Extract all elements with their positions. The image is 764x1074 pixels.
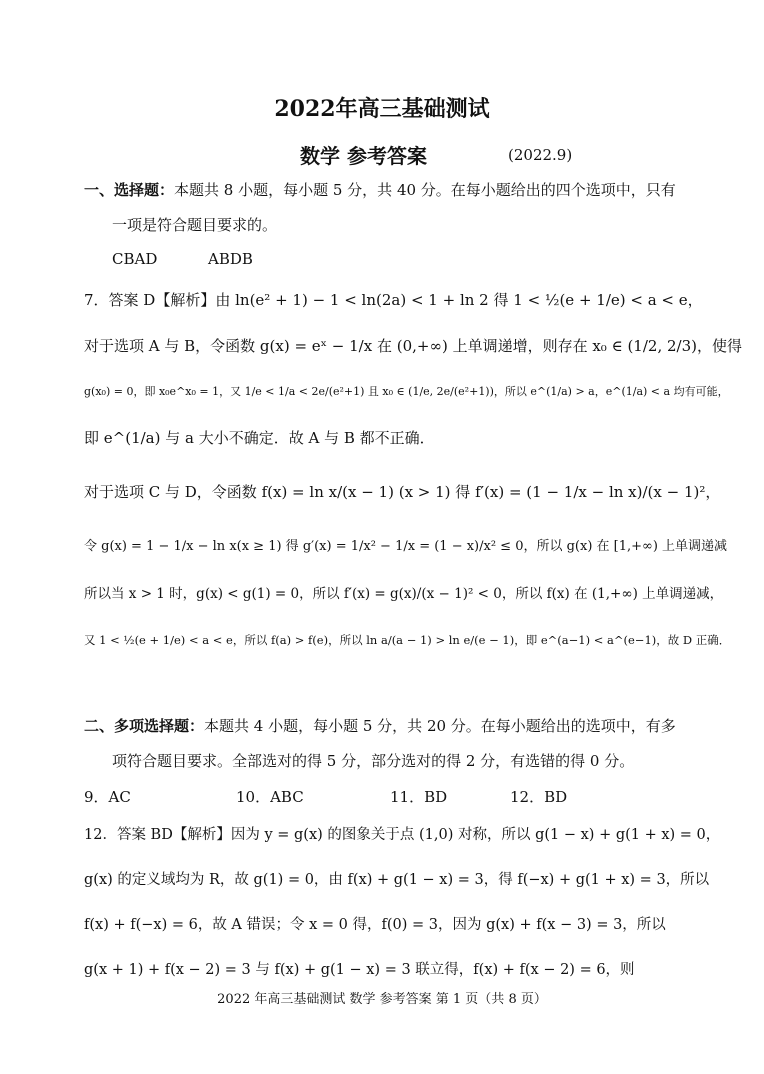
answer-11: 11．BD <box>390 788 448 806</box>
section2-heading: 二、多项选择题： <box>84 717 205 735</box>
q12-line-4: g(x + 1) + f(x − 2) = 3 与 f(x) + g(1 − x) = 3 联立得，f(x) + f(x − 2) = 6，则 <box>84 962 635 978</box>
page-subtitle: 数学 参考答案 <box>300 144 427 168</box>
section1-intro <box>84 180 676 200</box>
page-title: 2022年高三基础测试 <box>274 96 490 122</box>
q7-line-7: 所以当 x > 1 时，g(x) < g(1) = 0，所以 f′(x) = g(x)/(x − 1)² < 0，所以 f(x) 在 (1,+∞) 上单调递减， <box>84 586 724 602</box>
q7-line-8: 又 1 < ½(e + 1/e) < a < e，所以 f(a) > f(e)，所以 ln a/(a − 1) > ln e/(e − 1)，即 e^(a−1) < a^(e−1)，故 D 正确． <box>84 633 731 647</box>
q7-line-2: 对于选项 A 与 B，令函数 g(x) = eˣ − 1/x 在 (0,+∞) 上单调递增，则存在 x₀ ∈ (1/2, 2/3)，使得 <box>84 337 742 355</box>
section1-desc-1: 本题共 8 小题，每小题 5 分，共 40 分。在每小题给出的四个选项中，只有 <box>174 181 676 199</box>
q7-line-1: 7．答案 D【解析】由 ln(e² + 1) − 1 < ln(2a) < 1 + ln 2 得 1 < ½(e + 1/e) < a < e， <box>84 291 703 309</box>
answers-1-4: CBAD <box>112 250 158 268</box>
section1-heading: 一、选择题： <box>84 181 175 199</box>
answer-9: 9．AC <box>84 788 131 806</box>
q12-line-3: f(x) + f(−x) = 6，故 A 错误；令 x = 0 得，f(0) = 3，因为 g(x) + f(x − 3) = 3，所以 <box>84 917 666 933</box>
q7-line-4: 即 e^(1/a) 与 a 大小不确定．故 A 与 B 都不正确． <box>84 429 435 447</box>
q7-line-6: 令 g(x) = 1 − 1/x − ln x(x ≥ 1) 得 g′(x) = 1/x² − 1/x = (1 − x)/x² ≤ 0，所以 g(x) 在 [1,+∞) 上单调递减 <box>84 539 728 554</box>
q7-line-3: g(x₀) = 0，即 x₀e^x₀ = 1，又 1/e < 1/a < 2e/(e²+1) 且 x₀ ∈ (1/e, 2e/(e²+1))，所以 e^(1/a) > a，e^(1/a) < a 均有可能， <box>84 385 729 398</box>
exam-date: (2022.9) <box>508 146 573 164</box>
q12-line-2: g(x) 的定义域均为 R，故 g(1) = 0，由 f(x) + g(1 − x) = 3，得 f(−x) + g(1 + x) = 3，所以 <box>84 872 710 888</box>
q12-line-1: 12．答案 BD【解析】因为 y = g(x) 的图象关于点 (1,0) 对称，所以 g(1 − x) + g(1 + x) = 0， <box>84 827 721 843</box>
section2-intro <box>84 716 676 736</box>
answer-12: 12．BD <box>510 788 568 806</box>
q7-line-5: 对于选项 C 与 D，令函数 f(x) = ln x/(x − 1) (x > 1) 得 f′(x) = (1 − 1/x − ln x)/(x − 1)²， <box>84 483 721 501</box>
answer-10: 10．ABC <box>236 788 304 806</box>
answers-5-8: ABDB <box>208 250 253 268</box>
page-footer: 2022 年高三基础测试 数学 参考答案 第 1 页（共 8 页） <box>217 992 547 1007</box>
section1-desc-2: 一项是符合题目要求的。 <box>112 216 278 234</box>
section2-desc-1: 本题共 4 小题，每小题 5 分，共 20 分。在每小题给出的选项中，有多 <box>204 717 676 735</box>
section2-desc-2: 项符合题目要求。全部选对的得 5 分，部分选对的得 2 分，有选错的得 0 分。 <box>112 752 635 770</box>
